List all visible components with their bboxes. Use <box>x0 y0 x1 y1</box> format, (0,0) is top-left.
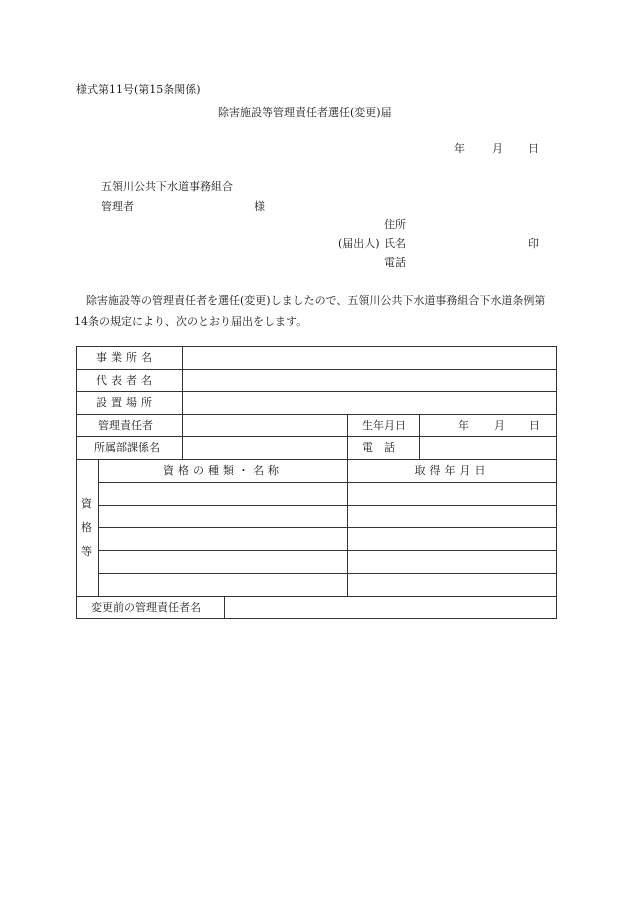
addressee-manager-label: 管理者 <box>101 200 134 213</box>
qualification-type-header: 資格の種類・名称 <box>163 464 283 477</box>
table-line <box>98 573 557 574</box>
table-border-right <box>556 346 557 619</box>
table-line <box>98 505 557 506</box>
table-line <box>347 414 348 596</box>
addressee-organization: 五領川公共下水道事務組合 <box>101 180 233 193</box>
applicant-phone-label: 電話 <box>384 256 406 269</box>
table-border-top <box>76 346 557 347</box>
table-line <box>98 482 557 483</box>
table-line <box>98 550 557 551</box>
phone-label: 電 話 <box>362 441 395 454</box>
table-border-bottom <box>76 618 557 619</box>
table-line <box>419 414 420 460</box>
table-line <box>224 596 225 619</box>
date-day-label: 日 <box>528 142 539 155</box>
birth-month-label: 月 <box>494 419 505 432</box>
manager-label: 管理責任者 <box>98 419 153 432</box>
birth-day-label: 日 <box>529 419 540 432</box>
table-line <box>76 596 557 597</box>
table-line <box>182 346 183 460</box>
table-line <box>76 459 557 460</box>
qualification-side-1: 資 <box>81 497 92 510</box>
table-border-left <box>76 346 77 619</box>
applicant-prefix: (届出人) <box>338 237 380 250</box>
applicant-address-label: 住所 <box>384 218 406 231</box>
table-line <box>76 414 557 415</box>
office-name-label: 事業所名 <box>96 351 156 364</box>
applicant-seal: 印 <box>528 237 539 250</box>
representative-label: 代表者名 <box>96 374 156 387</box>
birth-date-label: 生年月日 <box>362 419 406 432</box>
birth-year-label: 年 <box>458 419 469 432</box>
form-title: 除害施設等管理責任者選任(変更)届 <box>218 106 392 119</box>
qualification-side-2: 格 <box>81 521 92 534</box>
qualification-date-header: 取得年月日 <box>414 464 490 477</box>
table-line <box>76 369 557 370</box>
body-text: 除害施設等の管理責任者を選任(変更)しましたので、五領川公共下水道事務組合下水道条例第14条の規定により、次のとおり届出をします。 <box>74 294 546 328</box>
date-month-label: 月 <box>492 142 503 155</box>
previous-manager-label: 変更前の管理責任者名 <box>91 601 201 614</box>
date-year-label: 年 <box>454 142 465 155</box>
location-label: 設置場所 <box>96 396 156 409</box>
table-line <box>98 459 99 596</box>
table-line <box>98 527 557 528</box>
form-number: 様式第11号(第15条関係) <box>76 83 201 96</box>
applicant-name-label: 氏名 <box>384 237 406 250</box>
qualification-side-3: 等 <box>81 545 92 558</box>
department-label: 所属部課係名 <box>94 441 160 454</box>
table-line <box>76 391 557 392</box>
table-line <box>76 436 557 437</box>
addressee-honorific: 様 <box>254 200 265 213</box>
